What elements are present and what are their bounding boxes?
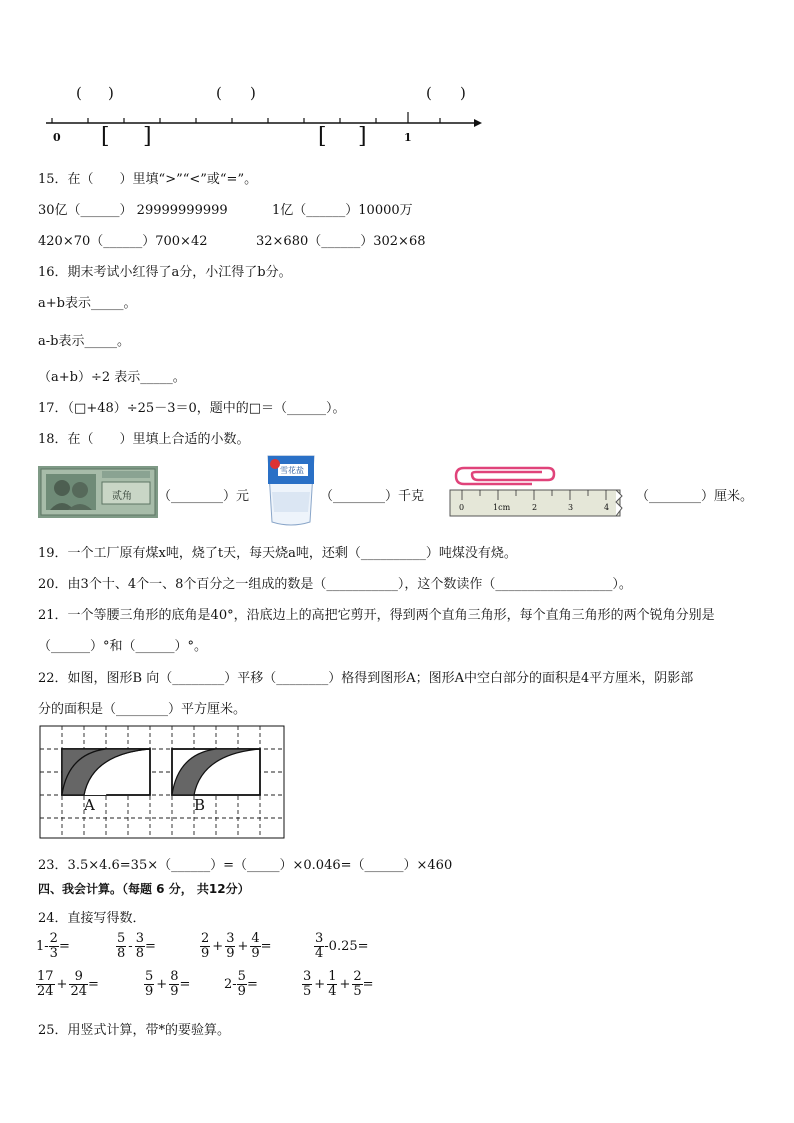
fraction: $\frac{2}{3}$ xyxy=(49,931,58,961)
q16-line1[interactable]: a+b表示_____。 xyxy=(38,296,137,311)
q18-title: 18．在（ ）里填上合适的小数。 xyxy=(38,432,250,447)
answer-paren-right[interactable]: ) xyxy=(250,84,256,102)
calc-expr-5[interactable] xyxy=(36,970,99,999)
section4-title: 四、我会计算。（每题 6 分， 共12分） xyxy=(38,882,250,896)
operator: + xyxy=(237,939,249,954)
expr-text: = xyxy=(362,977,374,992)
banknote-image xyxy=(38,466,158,518)
calc-expr-8[interactable] xyxy=(302,970,374,999)
answer-bracket-left[interactable]: [ xyxy=(318,124,327,149)
fraction: $\frac{9}{24}$ xyxy=(70,969,87,999)
calc-expr-6[interactable] xyxy=(144,970,190,999)
fraction: $\frac{5}{8}$ xyxy=(117,931,126,961)
expr-text: 2- xyxy=(224,977,237,992)
fraction: $\frac{3}{4}$ xyxy=(315,931,324,961)
banknote-text: 贰角 xyxy=(112,491,132,502)
number-line-arrow xyxy=(474,119,482,127)
q15-title: 15．在（ ）里填“>”“<”或“=”。 xyxy=(38,172,258,187)
tick-label-0: 0 xyxy=(53,131,61,144)
q23-text[interactable]: 23．3.5×4.6=35×（______）=（_____）×0.046=（______）×460 xyxy=(38,858,453,873)
q20-text[interactable]: 20．由3个十、4个一、8个百分之一组成的数是（___________），这个数读作（__________________）。 xyxy=(38,577,632,592)
expr-text: = xyxy=(179,977,191,992)
q25-text: 25．用竖式计算，带*的要验算。 xyxy=(38,1023,231,1038)
q18-blank-cm[interactable]: （________）厘米。 xyxy=(636,489,754,504)
q15-row1b[interactable]: 1亿（______）10000万 xyxy=(272,203,413,218)
salt-label: 雪花盐 xyxy=(280,466,304,475)
q16-title: 16．期末考试小红得了a分，小江得了b分。 xyxy=(38,265,292,280)
fraction: $\frac{2}{9}$ xyxy=(201,931,210,961)
fraction: $\frac{3}{8}$ xyxy=(135,931,144,961)
answer-bracket-right[interactable]: ] xyxy=(143,124,152,149)
operator: + xyxy=(339,977,351,992)
ruler-label-2: 2 xyxy=(532,503,538,512)
q19-text[interactable]: 19．一个工厂原有煤x吨，烧了t天，每天烧a吨，还剩（__________）吨煤没有烧。 xyxy=(38,546,517,561)
ruler-label-0: 0 xyxy=(459,503,465,512)
expr-text: = xyxy=(260,939,272,954)
number-line xyxy=(0,0,794,160)
q21-line1: 21．一个等腰三角形的底角是40°，沿底边上的高把它剪开，得到两个直角三角形，每个直角三角形的两个锐角分别是 xyxy=(38,608,715,623)
answer-paren-left[interactable]: ( xyxy=(426,84,432,102)
operator: + xyxy=(212,939,224,954)
tick-label-1: 1 xyxy=(404,131,412,144)
figure-a-label: A xyxy=(84,796,95,814)
q18-blank-kg[interactable]: （________）千克 xyxy=(320,489,425,504)
fraction: $\frac{5}{9}$ xyxy=(237,969,246,999)
expr-text: = xyxy=(88,977,99,992)
answer-paren-left[interactable]: ( xyxy=(76,84,82,102)
q16-line2[interactable]: a-b表示_____。 xyxy=(38,334,130,349)
expr-text: -0.25= xyxy=(324,939,369,954)
q18-blank-yuan[interactable]: （________）元 xyxy=(158,489,250,504)
q16-line3[interactable]: （a+b）÷2 表示_____。 xyxy=(38,370,186,385)
figure-b-label: B xyxy=(194,796,206,814)
salt-bag-image xyxy=(262,452,320,528)
fraction: $\frac{2}{5}$ xyxy=(353,969,362,999)
answer-paren-right[interactable]: ) xyxy=(108,84,114,102)
fraction: $\frac{8}{9}$ xyxy=(170,969,179,999)
grid-figure xyxy=(40,726,286,840)
calc-expr-3[interactable] xyxy=(200,932,272,961)
q15-row2a[interactable]: 420×70（______）700×42 xyxy=(38,234,208,249)
fraction: $\frac{3}{5}$ xyxy=(303,969,312,999)
answer-paren-left[interactable]: ( xyxy=(216,84,222,102)
fraction: $\frac{5}{9}$ xyxy=(145,969,154,999)
q22-line2[interactable]: 分的面积是（________）平方厘米。 xyxy=(38,702,247,717)
answer-bracket-left[interactable]: [ xyxy=(101,124,110,149)
calc-expr-7[interactable] xyxy=(224,970,258,999)
operator: + xyxy=(314,977,326,992)
fraction: $\frac{4}{9}$ xyxy=(251,931,260,961)
q15-row1a[interactable]: 30亿（______） 29999999999 xyxy=(38,203,228,218)
expr-text: 1- xyxy=(36,939,49,954)
fraction: $\frac{3}{9}$ xyxy=(226,931,235,961)
fraction: $\frac{17}{24}$ xyxy=(37,969,54,999)
operator: + xyxy=(156,977,168,992)
expr-text: = xyxy=(144,939,156,954)
q22-line1[interactable]: 22．如图，图形B 向（________）平移（________）格得到图形A；图形A中空白部分的面积是4平方厘米，阴影部 xyxy=(38,671,694,686)
ruler-with-paperclip xyxy=(450,464,626,522)
expr-text: = xyxy=(58,939,70,954)
calc-expr-1[interactable] xyxy=(36,932,70,961)
calc-expr-4[interactable] xyxy=(314,932,369,961)
calc-expr-2[interactable] xyxy=(116,932,156,961)
ruler-label-4: 4 xyxy=(604,503,610,512)
q15-row2b[interactable]: 32×680（______）302×68 xyxy=(256,234,426,249)
ruler-label-1cm: 1cm xyxy=(493,503,511,512)
q24-title: 24．直接写得数． xyxy=(38,911,146,926)
ruler-label-3: 3 xyxy=(568,503,574,512)
answer-bracket-right[interactable]: ] xyxy=(358,124,367,149)
q21-line2[interactable]: （______）°和（______）°。 xyxy=(38,639,208,654)
fraction: $\frac{1}{4}$ xyxy=(328,969,337,999)
q17-text[interactable]: 17．（□+48）÷25－3＝0，题中的□＝（______）。 xyxy=(38,401,346,416)
operator: - xyxy=(128,939,133,954)
operator: + xyxy=(56,977,68,992)
expr-text: = xyxy=(246,977,258,992)
answer-paren-right[interactable]: ) xyxy=(460,84,466,102)
